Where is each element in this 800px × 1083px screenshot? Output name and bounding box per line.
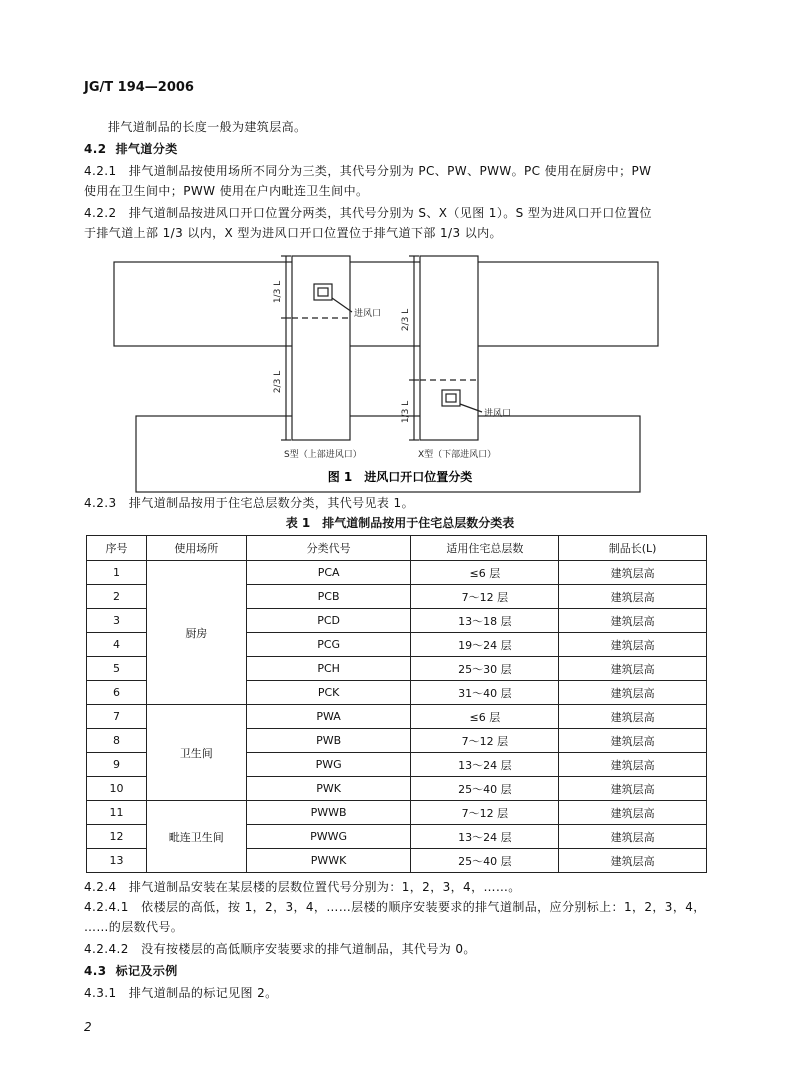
cell-code: PCA (246, 561, 411, 585)
cell-seq: 3 (87, 609, 147, 633)
x-type-duct (420, 256, 478, 440)
cell-length: 建筑层高 (559, 705, 707, 729)
table-1-title: 表 1 排气道制品按用于住宅总层数分类表 (285, 516, 515, 530)
cell-floors: ≤6 层 (411, 705, 559, 729)
cell-seq: 11 (87, 801, 147, 825)
cell-floors: 19～24 层 (411, 633, 559, 657)
section-number: 4.2 (84, 142, 107, 156)
cell-floors: 25～30 层 (411, 657, 559, 681)
table-row (87, 561, 707, 585)
x-type-label: X型（下部进风口） (418, 450, 497, 460)
cell-length: 建筑层高 (559, 561, 707, 585)
paragraph-4-2-4-1-line1: 4.2.4.1 依楼层的高低，按 1，2，3，4，……层楼的顺序安装要求的排气道制品，应分别标上：1，2，3，4， (84, 900, 706, 914)
document-header: JG/T 194—2006 (84, 80, 194, 95)
table-1 (86, 535, 707, 873)
cell-length: 建筑层高 (559, 753, 707, 777)
cell-length: 建筑层高 (559, 777, 707, 801)
cell-seq: 2 (87, 585, 147, 609)
paragraph-4-2-4-1-line2: ……的层数代号。 (84, 920, 184, 934)
cell-length: 建筑层高 (559, 657, 707, 681)
cell-code: PWWB (246, 801, 411, 825)
header-seq: 序号 (87, 536, 147, 561)
section-4-3-heading (84, 962, 178, 979)
cell-code: PWB (246, 729, 411, 753)
section-title: 标记及示例 (115, 964, 178, 978)
cell-length: 建筑层高 (559, 729, 707, 753)
paragraph-4-2-1-line2: 使用在卫生间中；PWW 使用在户内毗连卫生间中。 (84, 184, 369, 198)
cell-code: PWA (246, 705, 411, 729)
cell-floors: 7～12 层 (411, 585, 559, 609)
cell-place-toilet: 卫生间 (146, 705, 246, 801)
cell-floors: ≤6 层 (411, 561, 559, 585)
cell-place-kitchen: 厨房 (146, 561, 246, 705)
upper-floor-slab (114, 262, 658, 346)
header-code: 分类代号 (246, 536, 411, 561)
cell-code: PWK (246, 777, 411, 801)
paragraph-4-2-1-line1: 4.2.1 排气道制品按使用场所不同分为三类，其代号分别为 PC、PW、PWW。PC 使用在厨房中；PW (84, 164, 652, 178)
cell-floors: 7～12 层 (411, 801, 559, 825)
cell-floors: 13～18 层 (411, 609, 559, 633)
cell-code: PCH (246, 657, 411, 681)
paragraph-4-2-4: 4.2.4 排气道制品安装在某层楼的层数位置代号分别为：1，2，3，4，……。 (84, 880, 521, 894)
cell-seq: 4 (87, 633, 147, 657)
cell-length: 建筑层高 (559, 585, 707, 609)
dim-x-bottom: 1/3 L (401, 400, 411, 424)
cell-floors: 7～12 层 (411, 729, 559, 753)
cell-floors: 31～40 层 (411, 681, 559, 705)
cell-code: PCK (246, 681, 411, 705)
dim-s-bottom: 2/3 L (273, 370, 283, 394)
cell-seq: 12 (87, 825, 147, 849)
dim-s-top: 1/3 L (273, 280, 283, 304)
cell-length: 建筑层高 (559, 801, 707, 825)
cell-floors: 25～40 层 (411, 777, 559, 801)
cell-seq: 1 (87, 561, 147, 585)
header-place: 使用场所 (146, 536, 246, 561)
cell-seq: 9 (87, 753, 147, 777)
paragraph-4-2-2-line1: 4.2.2 排气道制品按进风口开口位置分两类，其代号分别为 S、X（见图 1）。S 型为进风口开口位置位 (84, 206, 652, 220)
cell-code: PWG (246, 753, 411, 777)
s-type-label: S型（上部进风口） (284, 450, 362, 460)
inlet-label-x: 进风口 (484, 409, 512, 419)
cell-place-adjacent-toilet: 毗连卫生间 (146, 801, 246, 873)
cell-length: 建筑层高 (559, 609, 707, 633)
cell-floors: 25～40 层 (411, 849, 559, 873)
cell-code: PWWK (246, 849, 411, 873)
cell-seq: 7 (87, 705, 147, 729)
table-row (87, 705, 707, 729)
cell-length: 建筑层高 (559, 633, 707, 657)
cell-code: PCD (246, 609, 411, 633)
cell-seq: 5 (87, 657, 147, 681)
page-number: 2 (84, 1020, 92, 1034)
paragraph-4-2-4-2: 4.2.4.2 没有按楼层的高低顺序安装要求的排气道制品，其代号为 0。 (84, 942, 476, 956)
cell-seq: 13 (87, 849, 147, 873)
paragraph-length: 排气道制品的长度一般为建筑层高。 (108, 120, 307, 134)
cell-floors: 13～24 层 (411, 753, 559, 777)
inlet-label-s: 进风口 (354, 309, 382, 319)
header-length: 制品长(L) (559, 536, 707, 561)
cell-code: PWWG (246, 825, 411, 849)
paragraph-4-2-2-line2: 于排气道上部 1/3 以内，X 型为进风口开口位置位于排气道下部 1/3 以内。 (84, 226, 502, 240)
cell-floors: 13～24 层 (411, 825, 559, 849)
section-title: 排气道分类 (115, 142, 178, 156)
header-floors: 适用住宅总层数 (411, 536, 559, 561)
section-number: 4.3 (84, 964, 107, 978)
cell-length: 建筑层高 (559, 825, 707, 849)
cell-seq: 6 (87, 681, 147, 705)
figure-1-caption: 图 1 进风口开口位置分类 (327, 470, 473, 484)
cell-seq: 8 (87, 729, 147, 753)
paragraph-4-2-3: 4.2.3 排气道制品按用于住宅总层数分类，其代号见表 1。 (84, 496, 414, 510)
cell-length: 建筑层高 (559, 681, 707, 705)
dim-x-top: 2/3 L (401, 308, 411, 332)
cell-code: PCG (246, 633, 411, 657)
cell-length: 建筑层高 (559, 849, 707, 873)
cell-seq: 10 (87, 777, 147, 801)
table-row (87, 801, 707, 825)
cell-code: PCB (246, 585, 411, 609)
table-header-row (87, 536, 707, 561)
paragraph-4-3-1: 4.3.1 排气道制品的标记见图 2。 (84, 986, 278, 1000)
